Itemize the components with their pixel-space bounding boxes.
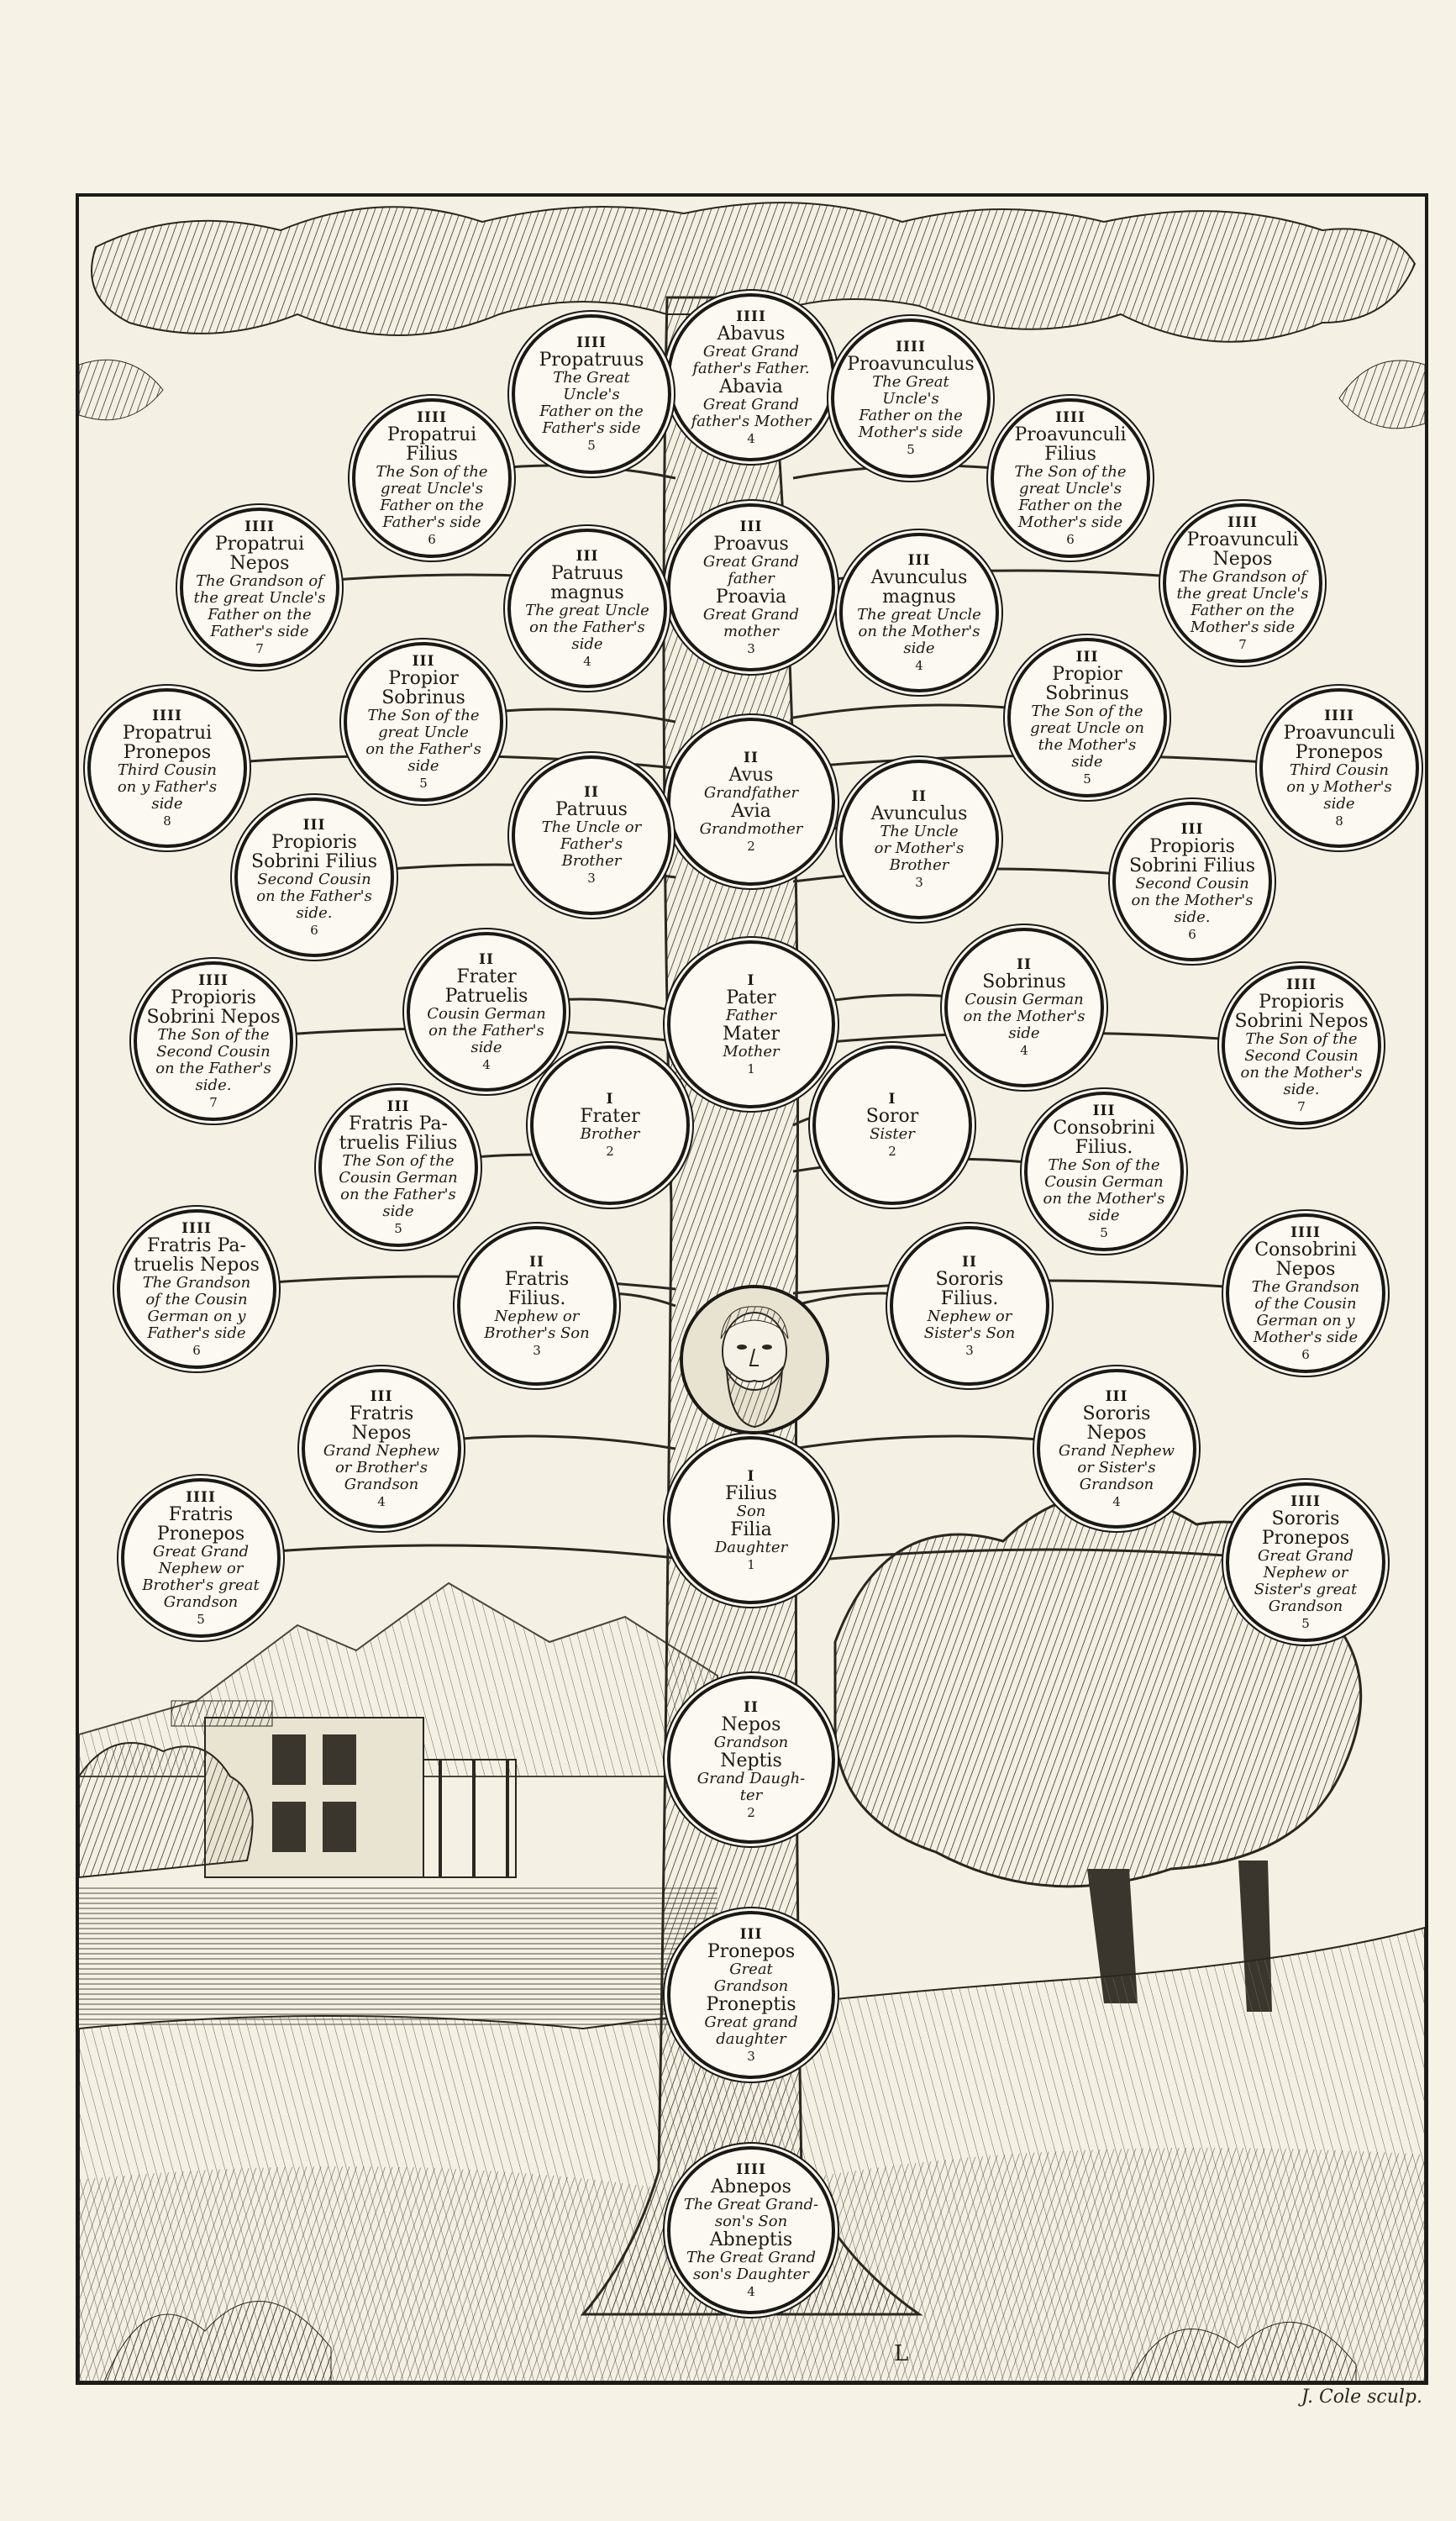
node-lat: Patruus magnus xyxy=(550,562,624,603)
node-eng: The Son of the Cousin German on the Father's side xyxy=(339,1151,458,1220)
node-eng: The Grandson of the Cousin German on y Father's side xyxy=(142,1273,251,1342)
node-lat: Proavunculi Pronepos xyxy=(1283,722,1396,763)
node-deg: IIII xyxy=(152,707,182,724)
node-num: 6 xyxy=(1301,1346,1310,1362)
node-lat: Propatrui Pronepos xyxy=(122,722,213,763)
node-eng: Brother xyxy=(580,1125,640,1143)
node-num: 3 xyxy=(965,1342,974,1358)
node-num: 3 xyxy=(533,1342,541,1358)
kinship-node-abnepos xyxy=(667,2146,835,2314)
node-eng: The Great Uncle's Father on the Father's side xyxy=(539,369,644,437)
node-eng-second: Great Grand mother xyxy=(702,605,800,640)
node-deg: IIII xyxy=(896,339,926,355)
node-deg: IIII xyxy=(736,308,766,325)
node-deg: III xyxy=(576,547,599,565)
node-deg: IIII xyxy=(1290,1224,1321,1241)
node-deg: III xyxy=(1180,820,1204,838)
node-eng: Father xyxy=(725,1006,777,1024)
node-num: 6 xyxy=(1066,531,1075,547)
node-deg: III xyxy=(370,1387,393,1405)
node-eng: Son xyxy=(736,1502,766,1520)
kinship-node-proavunculi-pronepos xyxy=(1259,688,1419,848)
node-num: 4 xyxy=(1020,1043,1028,1058)
node-deg: IIII xyxy=(417,408,447,426)
node-deg: IIII xyxy=(576,334,607,351)
node-deg: III xyxy=(1092,1102,1116,1119)
node-num: 6 xyxy=(310,922,318,938)
kinship-node-propior-sobrinus-f xyxy=(344,642,503,802)
node-num: 5 xyxy=(1100,1224,1108,1240)
kinship-node-propatruus xyxy=(512,314,671,474)
node-eng: The Son of the Second Cousin on the Father's side. xyxy=(155,1025,271,1094)
node-lat: Sobrinus xyxy=(982,971,1066,992)
kinship-node-fratris-nepos xyxy=(302,1369,461,1529)
node-lat: Pater xyxy=(726,987,776,1008)
node-lat: Propioris Sobrini Nepos xyxy=(146,987,281,1028)
node-lat: Frater Patruelis xyxy=(444,966,528,1007)
node-eng-second: Daughter xyxy=(714,1538,788,1556)
node-lat: Sororis Pronepos xyxy=(1261,1508,1350,1549)
node-eng-second: Grandmother xyxy=(699,819,803,838)
node-num: 4 xyxy=(583,653,591,669)
node-eng: Third Cousin on y Mother's side xyxy=(1286,761,1392,813)
node-deg: IIII xyxy=(1227,513,1258,531)
node-eng: Grandfather xyxy=(703,783,799,802)
kinship-node-sororis-pronepos xyxy=(1226,1482,1385,1642)
node-eng: Cousin German on the Father's side xyxy=(427,1004,546,1056)
node-num: 6 xyxy=(192,1342,201,1358)
node-num: 5 xyxy=(197,1611,205,1627)
node-eng: Grand Nephew or Sister's Grandson xyxy=(1058,1441,1175,1493)
node-eng-second: The Great Grand son's Daughter xyxy=(686,2248,817,2283)
node-deg: I xyxy=(606,1091,614,1108)
node-deg: III xyxy=(386,1097,410,1115)
node-deg: III xyxy=(302,816,326,834)
node-lat-second: Proneptis xyxy=(706,1993,796,2015)
node-num: 5 xyxy=(1301,1615,1310,1631)
node-lat: Frater xyxy=(580,1106,640,1127)
node-lat: Fratris Pa- truelis Nepos xyxy=(134,1234,260,1276)
portrait-medallion xyxy=(680,1285,829,1434)
node-lat: Consobrini Filius. xyxy=(1053,1117,1155,1158)
kinship-node-filius xyxy=(667,1436,835,1604)
node-lat: Consobrini Nepos xyxy=(1254,1239,1357,1280)
node-num: 3 xyxy=(915,875,923,890)
kinship-node-propioris-sobrini-filius-f xyxy=(234,797,394,957)
node-eng: The Grandson of the great Uncle's Father on the Mother's side xyxy=(1176,567,1309,636)
kinship-node-frater xyxy=(530,1045,690,1205)
node-lat: Fratris Pronepos xyxy=(156,1503,245,1545)
node-lat: Abnepos xyxy=(711,2176,791,2197)
kinship-node-sororis-filius xyxy=(890,1226,1049,1386)
node-lat-second: Abavia xyxy=(719,376,783,397)
node-lat: Avunculus magnus xyxy=(870,566,968,608)
kinship-node-sobrinus xyxy=(944,928,1104,1087)
node-lat: Proavunculi Nepos xyxy=(1186,529,1299,570)
node-eng: Grandson xyxy=(713,1733,789,1751)
kinship-node-sororis-nepos xyxy=(1037,1369,1196,1529)
kinship-node-avunculus xyxy=(839,760,999,919)
node-eng: Nephew or Sister's Son xyxy=(923,1307,1016,1342)
node-num: 2 xyxy=(747,838,755,854)
kinship-node-pronepos xyxy=(667,1911,835,2079)
node-eng: Great Grand father xyxy=(702,552,800,587)
node-lat: Pronepos xyxy=(707,1940,796,1962)
node-num: 3 xyxy=(747,2048,755,2064)
kinship-node-abavus xyxy=(667,293,835,461)
node-num: 2 xyxy=(888,1144,896,1159)
kinship-node-proavunculi-nepos xyxy=(1163,503,1322,663)
node-eng-second: Mother xyxy=(723,1042,780,1061)
kinship-node-consobrini-filius xyxy=(1024,1092,1184,1251)
node-lat: Propatrui Nepos xyxy=(214,533,305,574)
node-num: 5 xyxy=(394,1220,402,1236)
node-deg: III xyxy=(1075,648,1099,666)
node-lat: Avunculus xyxy=(870,803,968,824)
node-deg: IIII xyxy=(244,518,275,535)
kinship-node-patruus xyxy=(512,755,671,915)
node-lat: Fratris Filius. xyxy=(504,1268,570,1309)
node-num: 2 xyxy=(606,1144,614,1159)
node-eng: Great Grandson xyxy=(713,1960,789,1995)
node-num: 4 xyxy=(482,1056,491,1072)
kinship-node-propioris-sobrini-filius-m xyxy=(1112,802,1272,961)
node-num: 8 xyxy=(163,813,171,829)
node-eng: Grand Nephew or Brother's Grandson xyxy=(323,1441,440,1493)
node-lat: Sororis Filius. xyxy=(935,1268,1004,1309)
node-lat-second: Avia xyxy=(731,800,771,822)
kinship-node-pater xyxy=(667,940,835,1108)
node-deg: II xyxy=(584,784,599,801)
node-eng: The Son of the great Uncle's Father on the Father's side xyxy=(376,462,488,531)
node-deg: II xyxy=(912,788,927,805)
kinship-node-frater-patruelis xyxy=(407,932,566,1092)
plate-mark: L xyxy=(894,2341,909,2366)
kinship-node-proavunculi-filius xyxy=(991,398,1150,558)
node-deg: III xyxy=(1105,1387,1128,1405)
node-eng: Cousin German on the Mother's side xyxy=(963,991,1085,1042)
kinship-node-propatrui-nepos xyxy=(180,508,339,667)
node-eng: The Grandson of the Cousin German on y Mother's side xyxy=(1251,1277,1360,1346)
node-eng-second: Great Grand father's Mother xyxy=(691,395,812,430)
node-lat: Sororis Nepos xyxy=(1082,1403,1151,1444)
node-deg: III xyxy=(739,518,763,535)
node-lat: Fratris Nepos xyxy=(349,1403,414,1444)
node-eng: Great Grand Nephew or Brother's great Grandson xyxy=(142,1542,260,1611)
kinship-node-fratris-patruelis-nepos xyxy=(117,1209,276,1369)
node-deg: IIII xyxy=(198,971,229,989)
node-num: 6 xyxy=(428,531,436,547)
node-eng: Second Cousin on the Mother's side. xyxy=(1131,874,1254,926)
node-eng: The Great Grand- son's Son xyxy=(683,2195,819,2230)
node-eng: The Son of the Cousin German on the Mother's side xyxy=(1043,1155,1165,1224)
node-num: 1 xyxy=(747,1556,755,1572)
node-lat: Proavunculi Filius xyxy=(1014,424,1127,465)
node-eng: The great Uncle on the Mother's side xyxy=(857,605,981,657)
kinship-node-propatrui-pronepos xyxy=(87,688,247,848)
node-num: 4 xyxy=(1112,1493,1121,1509)
node-lat-second: Mater xyxy=(722,1023,781,1045)
node-deg: III xyxy=(739,1925,763,1943)
node-lat: Propioris Sobrini Nepos xyxy=(1234,991,1369,1032)
node-deg: II xyxy=(1017,956,1032,973)
node-num: 3 xyxy=(587,871,596,886)
node-deg: II xyxy=(744,749,759,766)
node-eng: The Uncle or Father's Brother xyxy=(541,818,642,870)
node-lat: Avus xyxy=(728,764,774,786)
kinship-node-patruus-magnus xyxy=(507,529,667,688)
node-num: 4 xyxy=(747,2283,755,2299)
kinship-node-propior-sobrinus-m xyxy=(1007,638,1167,797)
kinship-node-proavunculus xyxy=(831,318,991,478)
node-eng: Second Cousin on the Father's side. xyxy=(256,870,372,922)
node-deg: I xyxy=(747,971,755,989)
node-lat: Filius xyxy=(725,1482,777,1504)
node-eng: Third Cousin on y Father's side xyxy=(117,761,218,813)
node-deg: IIII xyxy=(1324,707,1354,724)
node-num: 7 xyxy=(209,1094,218,1110)
node-eng: Great Grand Nephew or Sister's great Grandson xyxy=(1254,1546,1358,1615)
node-deg: I xyxy=(747,1467,755,1485)
node-eng: Nephew or Brother's Son xyxy=(484,1307,590,1342)
engraver-signature: J. Cole sculp. xyxy=(1301,2387,1422,2408)
node-eng: Great Grand father's Father. xyxy=(692,342,810,377)
node-num: 2 xyxy=(747,1804,755,1820)
node-deg: IIII xyxy=(181,1219,212,1237)
node-eng: The Great Uncle's Father on the Mother's side xyxy=(858,373,964,441)
kinship-node-soror xyxy=(812,1045,972,1205)
node-deg: I xyxy=(888,1091,896,1108)
bearded-man-portrait xyxy=(683,1288,826,1431)
node-eng: The Son of the great Uncle's Father on the Mother's side xyxy=(1014,462,1127,531)
node-deg: II xyxy=(529,1253,544,1271)
node-eng: The Grandson of the great Uncle's Father on the Father's side xyxy=(193,571,326,640)
node-deg: IIII xyxy=(1286,976,1317,993)
node-lat: Nepos xyxy=(721,1713,781,1735)
node-num: 7 xyxy=(1238,636,1247,652)
kinship-node-propioris-sobrini-nepos-f xyxy=(134,961,293,1121)
kinship-node-fratris-patruelis-filius xyxy=(318,1087,478,1247)
node-eng: The Son of the great Uncle on the Mother's side xyxy=(1030,702,1144,771)
node-lat: Soror xyxy=(865,1106,919,1127)
node-num: 6 xyxy=(1188,926,1196,942)
node-lat: Proavunculus xyxy=(847,354,975,375)
node-lat-second: Proavia xyxy=(715,586,787,608)
node-lat: Propior Sobrinus xyxy=(381,667,465,708)
node-lat: Abavus xyxy=(717,323,786,345)
node-num: 5 xyxy=(907,442,915,457)
node-lat-second: Filia xyxy=(730,1518,772,1540)
node-deg: IIII xyxy=(186,1488,216,1506)
node-deg: IIII xyxy=(1290,1492,1321,1510)
kinship-node-avus xyxy=(667,718,835,886)
kinship-node-avunculus-magnus xyxy=(839,533,999,692)
node-deg: II xyxy=(962,1253,977,1271)
node-num: 7 xyxy=(1297,1098,1306,1114)
node-lat: Propatruus xyxy=(539,350,644,371)
node-eng-second: Great grand daughter xyxy=(704,2013,798,2048)
node-eng: The Son of the great Uncle on the Father's side xyxy=(365,706,481,775)
kinship-node-proavus xyxy=(667,503,835,671)
node-lat: Propioris Sobrini Filius xyxy=(251,831,377,872)
plate-frame xyxy=(76,193,1428,2385)
kinship-node-fratris-pronepos xyxy=(121,1478,281,1638)
kinship-node-consobrini-nepos xyxy=(1226,1213,1385,1373)
node-lat: Propatrui Filius xyxy=(386,424,477,465)
node-num: 4 xyxy=(915,657,923,673)
node-num: 5 xyxy=(587,438,596,453)
node-lat: Patruus xyxy=(555,799,628,820)
node-deg: II xyxy=(744,1698,759,1716)
node-lat: Fratris Pa- truelis Filius xyxy=(339,1113,458,1154)
node-eng: The great Uncle on the Father's side xyxy=(525,601,649,653)
node-lat: Propior Sobrinus xyxy=(1045,663,1129,704)
node-lat-second: Neptis xyxy=(720,1750,782,1771)
kinship-node-propatrui-filius xyxy=(352,398,512,558)
node-num: 8 xyxy=(1335,813,1343,829)
node-lat-second: Abneptis xyxy=(709,2229,793,2250)
node-lat: Proavus xyxy=(713,533,789,555)
kinship-node-nepos xyxy=(667,1676,835,1844)
node-num: 5 xyxy=(1083,771,1091,787)
node-eng: The Son of the Second Cousin on the Mother's side. xyxy=(1240,1029,1363,1098)
kinship-node-propioris-sobrini-nepos-m xyxy=(1222,966,1381,1125)
node-eng: Sister xyxy=(870,1125,915,1143)
node-num: 4 xyxy=(747,430,755,446)
node-num: 7 xyxy=(255,640,264,656)
node-deg: IIII xyxy=(736,2160,766,2178)
node-eng-second: Grand Daugh- ter xyxy=(696,1769,806,1804)
node-num: 5 xyxy=(419,775,428,791)
node-deg: II xyxy=(479,950,494,968)
node-deg: IIII xyxy=(1055,408,1085,426)
node-deg: III xyxy=(907,551,931,569)
node-deg: III xyxy=(412,652,435,670)
node-num: 3 xyxy=(747,640,755,656)
node-num: 1 xyxy=(747,1061,755,1076)
node-eng: The Uncle or Mother's Brother xyxy=(874,823,965,874)
node-num: 4 xyxy=(377,1493,386,1509)
node-lat: Propioris Sobrini Filius xyxy=(1129,835,1255,876)
kinship-node-fratris-filius xyxy=(457,1226,617,1386)
